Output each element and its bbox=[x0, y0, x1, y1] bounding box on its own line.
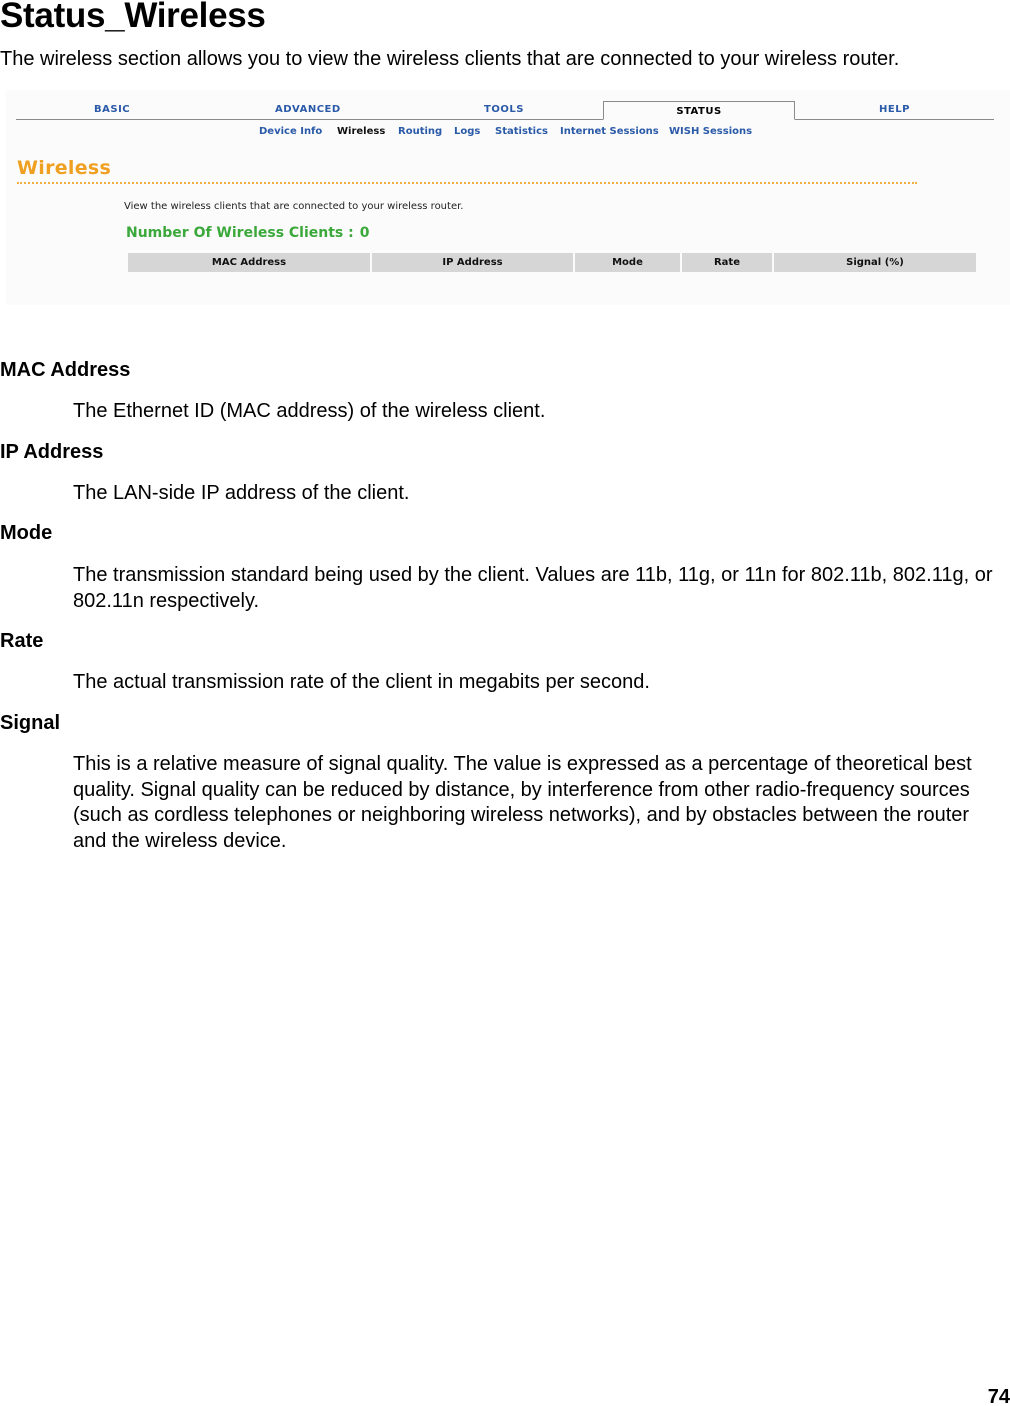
clients-table-header bbox=[128, 253, 976, 272]
term-mode: Mode bbox=[0, 522, 53, 544]
term-rate: Rate bbox=[0, 630, 44, 652]
top-tab-bar bbox=[16, 90, 994, 120]
tab-basic[interactable]: BASIC bbox=[94, 104, 131, 115]
subnav-device-info[interactable]: Device Info bbox=[259, 126, 323, 137]
page-title: Status_Wireless bbox=[0, 0, 266, 35]
wireless-section-title: Wireless bbox=[17, 157, 112, 179]
definition-rate: The actual transmission rate of the client in megabits per second. bbox=[73, 671, 650, 693]
definition-ip-address: The LAN-side IP address of the client. bbox=[73, 482, 410, 504]
tab-tools[interactable]: TOOLS bbox=[484, 104, 524, 115]
wireless-clients-count bbox=[126, 225, 370, 241]
column-header-ip-address: IP Address bbox=[372, 253, 573, 272]
definition-mode: The transmission standard being used by the client. Values are 11b, 11g, or 11n for 802.11b, 802.11g, or 802.11n respectively. bbox=[73, 564, 993, 612]
column-header-mode: Mode bbox=[575, 253, 680, 272]
column-header-signal: Signal (%) bbox=[774, 253, 976, 272]
subnav-wireless[interactable]: Wireless bbox=[337, 126, 386, 137]
subnav-wish-sessions[interactable]: WISH Sessions bbox=[669, 126, 753, 137]
term-ip-address: IP Address bbox=[0, 441, 104, 463]
tab-status[interactable]: STATUS bbox=[603, 101, 795, 120]
definition-mac-address: The Ethernet ID (MAC address) of the wireless client. bbox=[73, 400, 546, 422]
section-dotted-divider bbox=[17, 182, 917, 184]
tab-help[interactable]: HELP bbox=[879, 104, 910, 115]
page-number: 74 bbox=[987, 1386, 1010, 1406]
tab-advanced[interactable]: ADVANCED bbox=[275, 104, 341, 115]
router-status-screenshot bbox=[6, 90, 1010, 305]
clients-count-label: Number Of Wireless Clients : bbox=[126, 225, 354, 241]
definition-signal: This is a relative measure of signal quality. The value is expressed as a percentage of theoretical best quality. Signal quality can be reduced by distance, by interference from other radio-frequency sources (such as cordless telephones or neighboring wireless networks), and by obstacles between the router and the wireless device. bbox=[73, 753, 972, 852]
subnav-statistics[interactable]: Statistics bbox=[495, 126, 548, 137]
wireless-section-description: View the wireless clients that are connected to your wireless router. bbox=[124, 201, 464, 212]
term-signal: Signal bbox=[0, 712, 61, 734]
column-header-mac-address: MAC Address bbox=[128, 253, 370, 272]
clients-count-value: 0 bbox=[359, 225, 370, 241]
column-header-rate: Rate bbox=[682, 253, 772, 272]
subnav-internet-sessions[interactable]: Internet Sessions bbox=[560, 126, 659, 137]
term-mac-address: MAC Address bbox=[0, 359, 131, 381]
tab-divider-line bbox=[16, 119, 994, 120]
subnav-routing[interactable]: Routing bbox=[398, 126, 443, 137]
intro-paragraph: The wireless section allows you to view the wireless clients that are connected to your wireless router. bbox=[0, 48, 900, 70]
subnav-logs[interactable]: Logs bbox=[454, 126, 481, 137]
